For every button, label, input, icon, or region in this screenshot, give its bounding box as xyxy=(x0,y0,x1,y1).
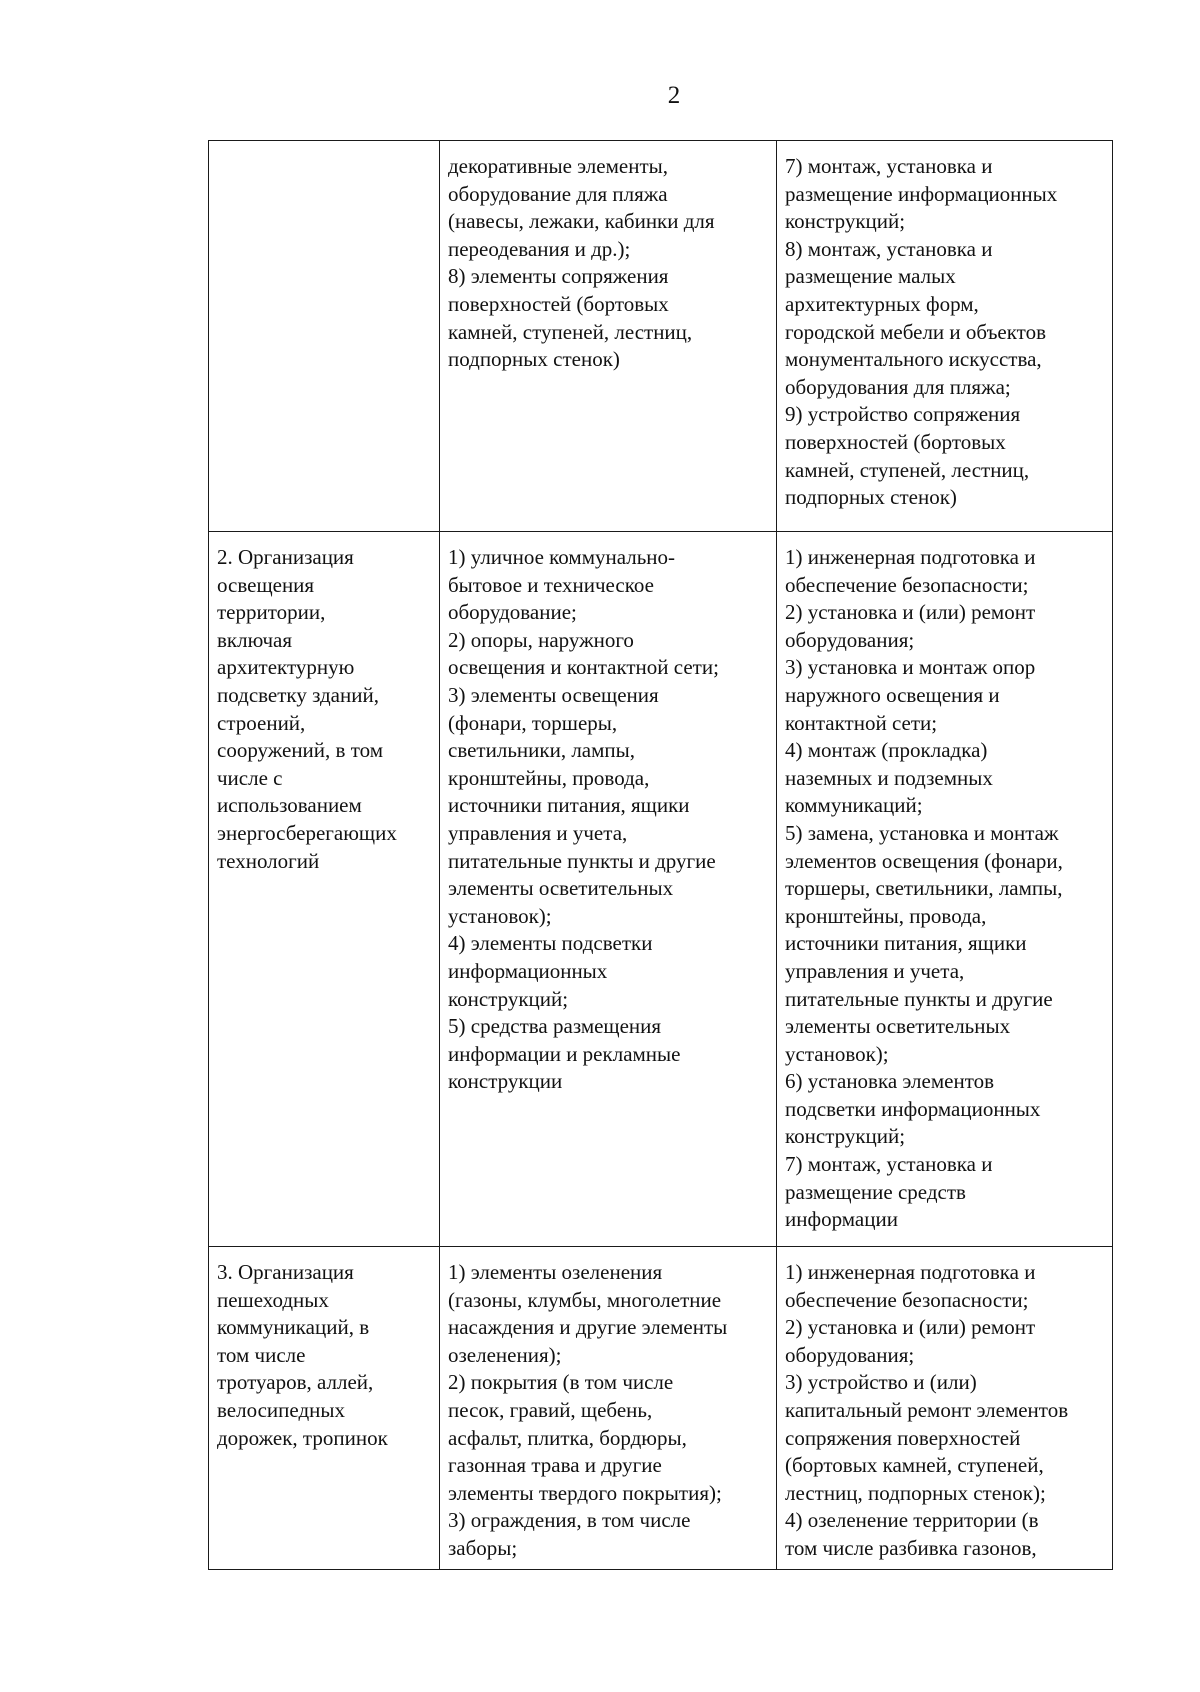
cell-text: 7) монтаж, установка и размещение информационных конструкций; 8) монтаж, установка и размещение малых архитектурных форм, городской мебели и объектов монументального искусства, оборудования для пляжа; 9) устройство сопряжения поверхностей (бортовых камней, ступеней, лестниц, подпорных стенок) xyxy=(785,154,1058,510)
table-cell-works xyxy=(777,532,1113,1247)
cell-text: декоративные элементы, оборудование для пляжа (навесы, лежаки, кабинки для переодевания и др.); 8) элементы сопряжения поверхностей (бортовых камней, ступеней, лестниц, подпорных стенок) xyxy=(448,154,715,372)
table-row xyxy=(209,1247,1113,1570)
table-row xyxy=(209,141,1113,532)
table-cell-elements xyxy=(440,1247,777,1570)
cell-text: 1) инженерная подготовка и обеспечение безопасности; 2) установка и (или) ремонт оборудования; 3) установка и монтаж опор наружного освещения и контактной сети; 4) монтаж (прокладка) наземных и подземных коммуникаций; 5) замена, установка и монтаж элементов освещения (фонари, торшеры, светильники, лампы, кронштейны, провода, источники питания, ящики управления и учета, питательные пункты и другие элементы осветительных установок); 6) установка элементов подсветки информационных конструкций; 7) монтаж, установка и размещение средств информации xyxy=(785,545,1063,1232)
table-cell-elements xyxy=(440,141,777,532)
cell-text: 1) инженерная подготовка и обеспечение безопасности; 2) установка и (или) ремонт оборудования; 3) устройство и (или) капитальный ремонт элементов сопряжения поверхностей (бортовых камней, ступеней, лестниц, подпорных стенок); 4) озеленение территории (в том числе разбивка газонов, xyxy=(785,1260,1069,1560)
table-cell-category xyxy=(209,1247,440,1570)
page-number: 2 xyxy=(667,82,681,109)
table-cell-works xyxy=(777,141,1113,532)
cell-text: 1) элементы озеленения (газоны, клумбы, многолетние насаждения и другие элементы озеленения); 2) покрытия (в том числе песок, гравий, щебень, асфальт, плитка, бордюры, газонная трава и другие элементы твердого покрытия); 3) ограждения, в том числе заборы; xyxy=(448,1260,728,1560)
table-row xyxy=(209,532,1113,1247)
landscaping-table xyxy=(208,140,1113,1570)
table-cell-elements xyxy=(440,532,777,1247)
table-cell-works xyxy=(777,1247,1113,1570)
cell-text: 3. Организация пешеходных коммуникаций, в том числе тротуаров, аллей, велосипедных дорожек, тропинок xyxy=(217,1260,388,1450)
cell-text: 1) уличное коммунально- бытовое и техническое оборудование; 2) опоры, наружного освещения и контактной сети; 3) элементы освещения (фонари, торшеры, светильники, лампы, кронштейны, провода, источники питания, ящики управления и учета, питательные пункты и другие элементы осветительных установок); 4) элементы подсветки информационных конструкций; 5) средства размещения информации и рекламные конструкции xyxy=(448,545,719,1094)
table-cell-category xyxy=(209,532,440,1247)
cell-text: 2. Организация освещения территории, включая архитектурную подсветку зданий, строений, сооружений, в том числе с использованием энергосберегающих технологий xyxy=(217,545,397,873)
table-cell-category xyxy=(209,141,440,532)
